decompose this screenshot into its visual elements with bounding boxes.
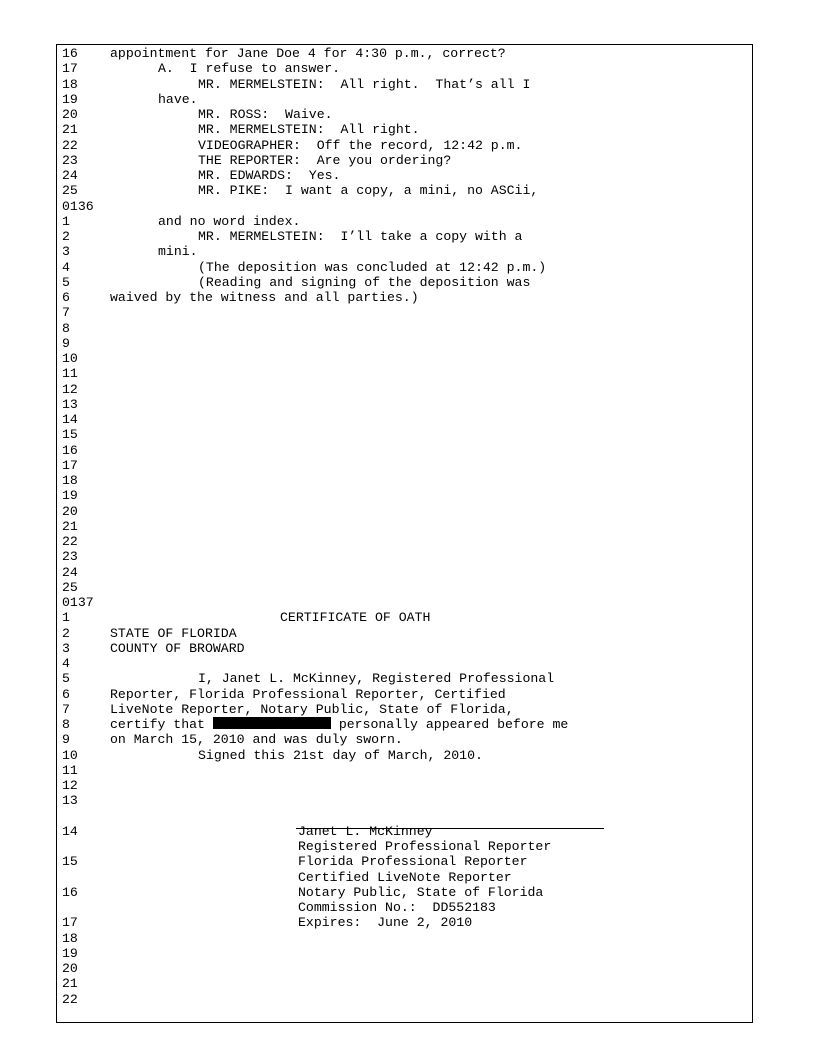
line-text: MR. MERMELSTEIN: All right. (198, 122, 420, 138)
transcript-line (62, 519, 752, 534)
transcript-line: 2 STATE OF FLORIDA (62, 625, 237, 641)
transcript-line: 20 (62, 961, 78, 976)
transcript-line (62, 77, 752, 92)
transcript-line: 5 I, Janet L. McKinney, Registered Professional (62, 671, 555, 687)
line-number: 7 (62, 305, 70, 321)
transcript-line (62, 244, 752, 259)
transcript-line: 11 (62, 762, 78, 778)
transcript-content (62, 46, 752, 1007)
transcript-line: 13 (62, 793, 78, 809)
transcript-line (62, 549, 752, 564)
line-text: VIDEOGRAPHER: Off the record, 12:42 p.m. (198, 137, 523, 153)
transcript-line: 14 Janet L. McKinney (62, 823, 433, 839)
transcript-line: 17 Expires: June 2, 2010 (62, 915, 473, 931)
line-number: 9 (62, 335, 70, 351)
line-text: MR. PIKE: I want a copy, a mini, no ASCii, (198, 183, 539, 199)
line-text: and no word index. (158, 213, 301, 229)
line-number: 1 (62, 213, 70, 229)
transcript-line: 15 Florida Professional Reporter (62, 854, 528, 870)
line-text: A. I refuse to answer. (158, 61, 341, 77)
line-number: 22 (62, 534, 78, 549)
commission-number: Commission No.: DD552183 (298, 900, 496, 915)
transcript-line: 19 (62, 945, 78, 961)
transcript-line (62, 260, 752, 275)
transcript-line (62, 351, 752, 366)
transcript-line: 10 Signed this 21st day of March, 2010. (62, 747, 483, 763)
signature-title: Registered Professional Reporter (298, 839, 552, 854)
line-number: 3 (62, 244, 70, 260)
line-number: 22 (62, 137, 78, 153)
line-number: 5 (62, 274, 70, 290)
transcript-line: 9 on March 15, 2010 and was duly sworn. (62, 732, 403, 748)
line-number: 25 (62, 183, 78, 199)
signature-rule (296, 828, 604, 829)
line-number: 19 (62, 91, 78, 107)
line-number: 15 (62, 427, 78, 443)
line-number: 17 (62, 61, 78, 77)
transcript-line: 12 (62, 778, 78, 793)
signature-name: Janet L. McKinney (298, 823, 433, 839)
line-number: 19 (62, 488, 78, 504)
transcript-line (62, 534, 752, 549)
expiration-date: Expires: June 2, 2010 (298, 915, 473, 931)
transcript-line (62, 122, 752, 137)
transcript-line (62, 382, 752, 397)
transcript-line (62, 214, 752, 229)
transcript-line (62, 488, 752, 503)
certificate-text: on March 15, 2010 and was duly sworn. (110, 732, 403, 748)
transcript-line (62, 61, 752, 76)
line-number: 8 (62, 320, 70, 336)
line-number: 4 (62, 259, 70, 275)
line-text: (Reading and signing of the deposition was (198, 274, 531, 290)
line-number: 21 (62, 122, 78, 138)
certificate-text: I, Janet L. McKinney, Registered Professional (198, 671, 555, 687)
page-number: 0136 (62, 198, 94, 214)
signature-line (62, 900, 752, 915)
signature-title: Florida Professional Reporter (298, 854, 528, 870)
line-number: 20 (62, 107, 78, 122)
line-text: mini. (158, 244, 198, 260)
transcript-line (62, 229, 752, 244)
line-number: 10 (62, 351, 78, 366)
line-text: (The deposition was concluded at 12:42 p.m.) (198, 259, 547, 275)
line-number: 6 (62, 290, 70, 305)
line-number: 24 (62, 564, 78, 580)
line-text: appointment for Jane Doe 4 for 4:30 p.m., correct? (110, 46, 506, 61)
signature-title: Certified LiveNote Reporter (298, 869, 512, 885)
certificate-text: LiveNote Reporter, Notary Public, State of Florida, (110, 701, 514, 717)
line-number: 23 (62, 549, 78, 565)
transcript-line (62, 183, 752, 198)
transcript-line (62, 427, 752, 442)
transcript-line (62, 107, 752, 122)
transcript-line (62, 565, 752, 580)
transcript-line (62, 504, 752, 519)
transcript-line (62, 168, 752, 183)
transcript-line: 22 (62, 991, 78, 1007)
certificate-title: CERTIFICATE OF OATH (280, 610, 431, 626)
spacer-line (62, 809, 752, 824)
signature-line (62, 839, 752, 854)
line-number: 14 (62, 412, 78, 427)
transcript-line: 8 certify that personally appeared before me (62, 717, 569, 732)
transcript-line (62, 580, 752, 595)
transcript-line: 6 Reporter, Florida Professional Reporter, Certified (62, 686, 506, 702)
transcript-line (62, 397, 752, 412)
line-number: 13 (62, 396, 78, 412)
line-number: 11 (62, 366, 78, 382)
line-number: 17 (62, 457, 78, 473)
line-number: 25 (62, 579, 78, 595)
line-number: 2 (62, 229, 70, 244)
line-text: waived by the witness and all parties.) (110, 290, 419, 305)
transcript-line: 18 (62, 930, 78, 946)
line-text: have. (158, 91, 198, 107)
line-number: 20 (62, 503, 78, 519)
transcript-line (62, 321, 752, 336)
transcript-line (62, 138, 752, 153)
transcript-line: 4 (62, 656, 70, 671)
line-text: MR. MERMELSTEIN: I’ll take a copy with a (198, 229, 523, 244)
line-text: MR. MERMELSTEIN: All right. That’s all I (198, 76, 531, 92)
transcript-line: 21 (62, 976, 78, 992)
transcript-line (62, 275, 752, 290)
line-text: MR. ROSS: Waive. (198, 107, 333, 122)
certificate-text: Signed this 21st day of March, 2010. (198, 747, 483, 763)
signature-line (62, 870, 752, 885)
county-line: COUNTY OF BROWARD (110, 640, 245, 656)
line-number: 18 (62, 76, 78, 92)
line-number: 23 (62, 152, 78, 168)
transcript-line (62, 305, 752, 320)
transcript-line (62, 412, 752, 427)
transcript-line (62, 443, 752, 458)
transcript-line (62, 290, 752, 305)
certificate-text: certify that personally appeared before me (110, 717, 569, 732)
transcript-line (62, 473, 752, 488)
transcript-line (62, 336, 752, 351)
redaction-bar (213, 717, 331, 729)
transcript-line: 1 CERTIFICATE OF OATH (62, 610, 431, 626)
page-number: 0137 (62, 595, 94, 610)
line-number: 24 (62, 168, 78, 183)
line-text: MR. EDWARDS: Yes. (198, 168, 341, 183)
transcript-line (62, 458, 752, 473)
state-line: STATE OF FLORIDA (110, 625, 237, 641)
transcript-line: 7 LiveNote Reporter, Notary Public, State of Florida, (62, 701, 514, 717)
line-number: 12 (62, 381, 78, 397)
line-text: THE REPORTER: Are you ordering? (198, 152, 452, 168)
transcript-line (62, 366, 752, 381)
line-number: 16 (62, 46, 78, 61)
transcript-line (62, 46, 752, 61)
transcript-line: 3 COUNTY OF BROWARD (62, 640, 245, 656)
line-number: 21 (62, 518, 78, 534)
signature-title: Notary Public, State of Florida (298, 884, 544, 900)
line-number: 18 (62, 473, 78, 488)
transcript-line (62, 153, 752, 168)
certificate-text: Reporter, Florida Professional Reporter, Certified (110, 686, 506, 702)
transcript-line: 16 Notary Public, State of Florida (62, 884, 544, 900)
line-number: 16 (62, 442, 78, 458)
transcript-line (62, 92, 752, 107)
